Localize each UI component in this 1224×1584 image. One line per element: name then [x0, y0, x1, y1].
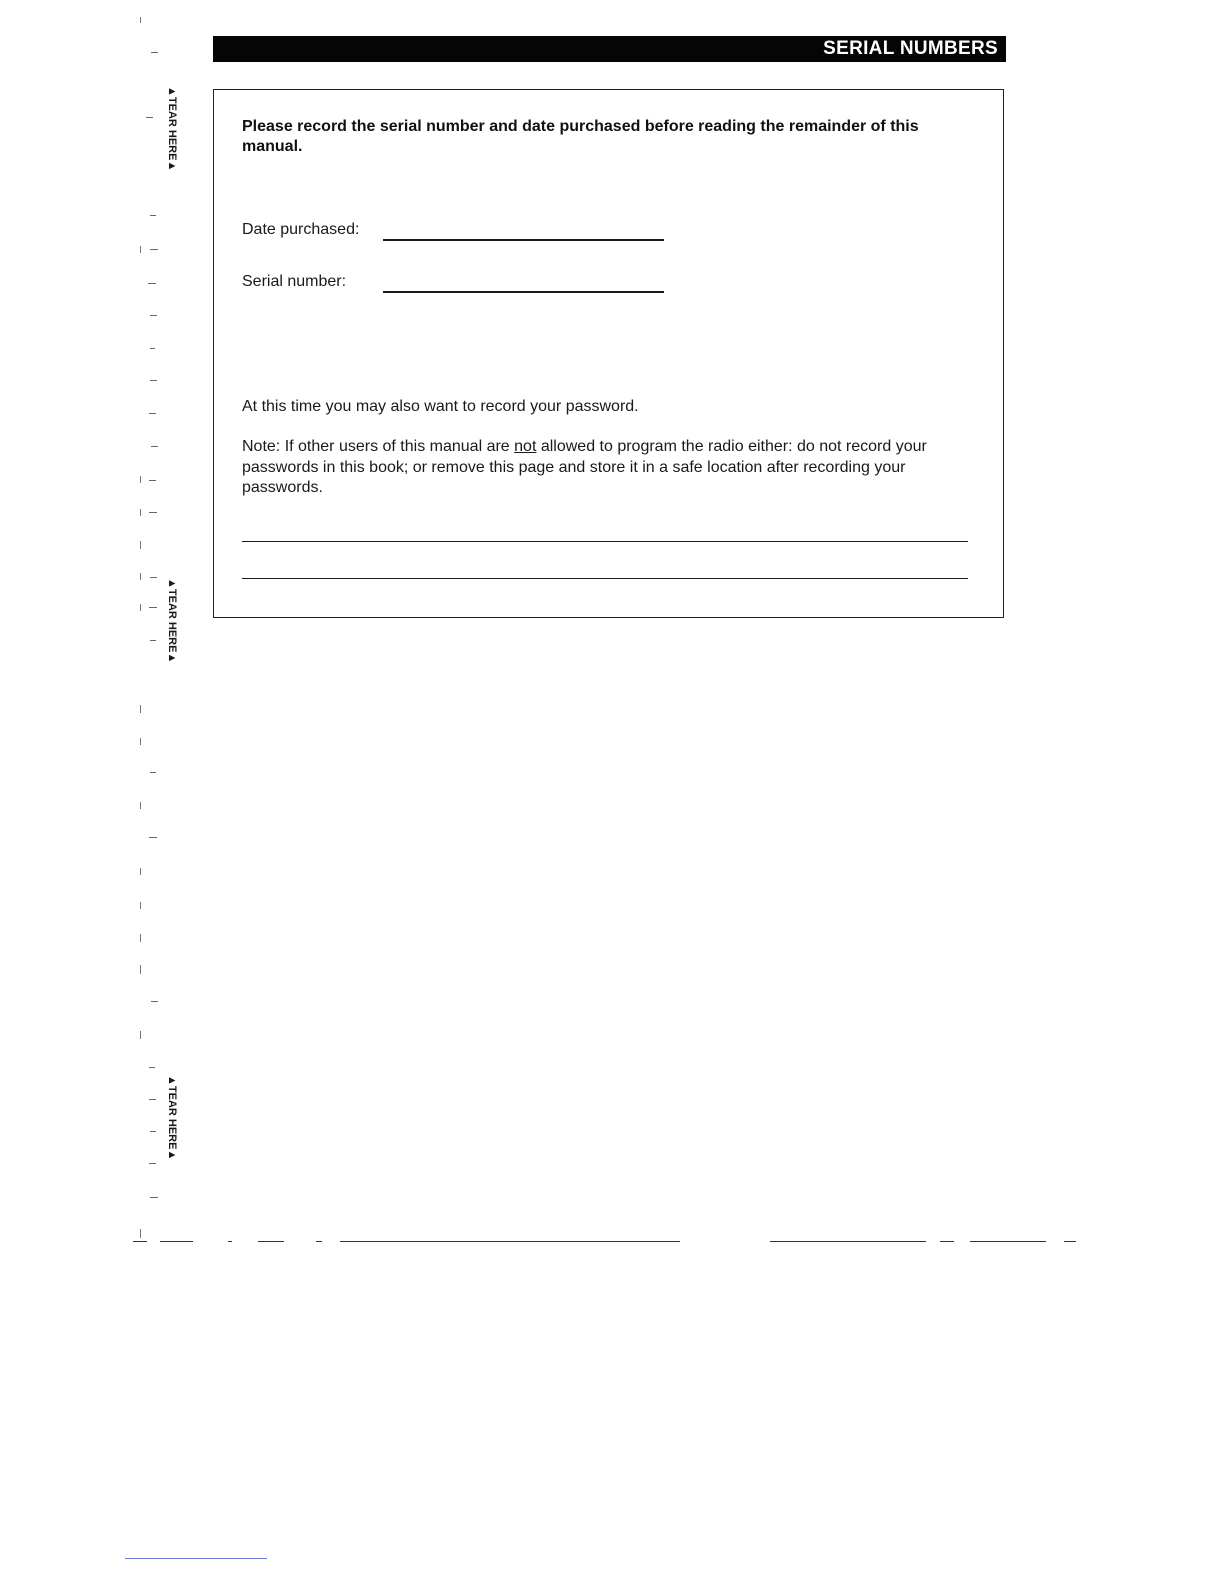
cut-line-segment	[770, 1241, 926, 1242]
perforation-tick	[140, 868, 141, 875]
perforation-tick	[150, 577, 157, 578]
perforation-tick	[140, 738, 141, 745]
perforation-tick	[150, 1197, 158, 1198]
cut-line-segment	[258, 1241, 284, 1242]
perforation-tick	[149, 837, 157, 838]
perforation-tick	[140, 17, 141, 23]
footer-rule	[125, 1558, 267, 1559]
perforation-tick	[150, 215, 156, 216]
cut-line-segment	[228, 1241, 232, 1242]
serial-number-field	[383, 291, 664, 293]
section-title: SERIAL NUMBERS	[823, 38, 998, 59]
date-purchased-label: Date purchased:	[242, 221, 360, 238]
perforation-tick	[151, 446, 158, 447]
tear-here-text: ▲TEAR HERE▲	[166, 86, 178, 172]
serial-number-form-box	[213, 89, 1004, 618]
perforation-tick	[140, 509, 141, 516]
perforation-tick	[140, 934, 141, 942]
perforation-tick	[140, 541, 141, 549]
perforation-tick	[150, 640, 156, 641]
perforation-tick	[150, 772, 156, 773]
perforation-tick	[150, 315, 157, 316]
perforation-tick	[140, 802, 141, 809]
perforation-tick	[140, 246, 141, 253]
cut-line-segment	[340, 1241, 680, 1242]
intro-instruction: Please record the serial number and date purchased before reading the remainder of this manual.	[242, 118, 919, 155]
password-prompt: At this time you may also want to record your password.	[242, 398, 639, 415]
perforation-tick	[140, 476, 141, 483]
tear-here-text: ▲TEAR HERE▲	[166, 578, 178, 664]
perforation-tick	[140, 902, 141, 909]
perforation-tick	[146, 117, 153, 118]
cut-line-segment	[133, 1241, 147, 1242]
perforation-tick	[150, 380, 157, 381]
tear-here-mark	[164, 86, 180, 182]
cut-line-segment	[316, 1241, 322, 1242]
perforation-tick	[140, 1031, 141, 1039]
perforation-tick	[149, 607, 157, 608]
section-header-bar	[213, 36, 1006, 62]
cut-line-segment	[1064, 1241, 1076, 1242]
cut-line-segment	[940, 1241, 954, 1242]
perforation-tick	[149, 413, 156, 414]
perforation-tick	[140, 604, 141, 611]
cut-line-segment	[970, 1241, 1046, 1242]
note-emphasis: not	[514, 438, 537, 455]
perforation-tick	[151, 1001, 158, 1002]
perforation-tick	[150, 348, 155, 349]
date-purchased-field	[383, 239, 664, 241]
perforation-tick	[149, 1163, 156, 1164]
password-line-2	[242, 578, 968, 579]
serial-number-label: Serial number:	[242, 273, 347, 290]
cut-line-segment	[160, 1241, 193, 1242]
perforation-tick	[140, 705, 141, 713]
perforation-tick	[149, 512, 157, 513]
tear-here-mark	[164, 1075, 180, 1171]
perforation-tick	[149, 1099, 156, 1100]
perforation-tick	[150, 1131, 156, 1132]
perforation-tick	[140, 965, 141, 974]
tear-here-text: ▲TEAR HERE▲	[166, 1075, 178, 1161]
password-note	[242, 437, 982, 499]
perforation-tick	[148, 283, 156, 284]
password-line-1	[242, 541, 968, 542]
perforation-tick	[150, 249, 158, 250]
note-text-end: allowed to program the radio either: do not record your passwords in this book; or remove this page and store it in a safe location after recording your passwords.	[242, 438, 927, 496]
perforation-tick	[149, 480, 156, 481]
perforation-tick	[140, 573, 141, 580]
note-text-start: Note: If other users of this manual are	[242, 438, 515, 455]
perforation-tick	[151, 52, 158, 53]
tear-here-mark	[164, 578, 180, 674]
perforation-tick	[149, 1067, 155, 1068]
perforation-tick	[140, 1229, 141, 1238]
